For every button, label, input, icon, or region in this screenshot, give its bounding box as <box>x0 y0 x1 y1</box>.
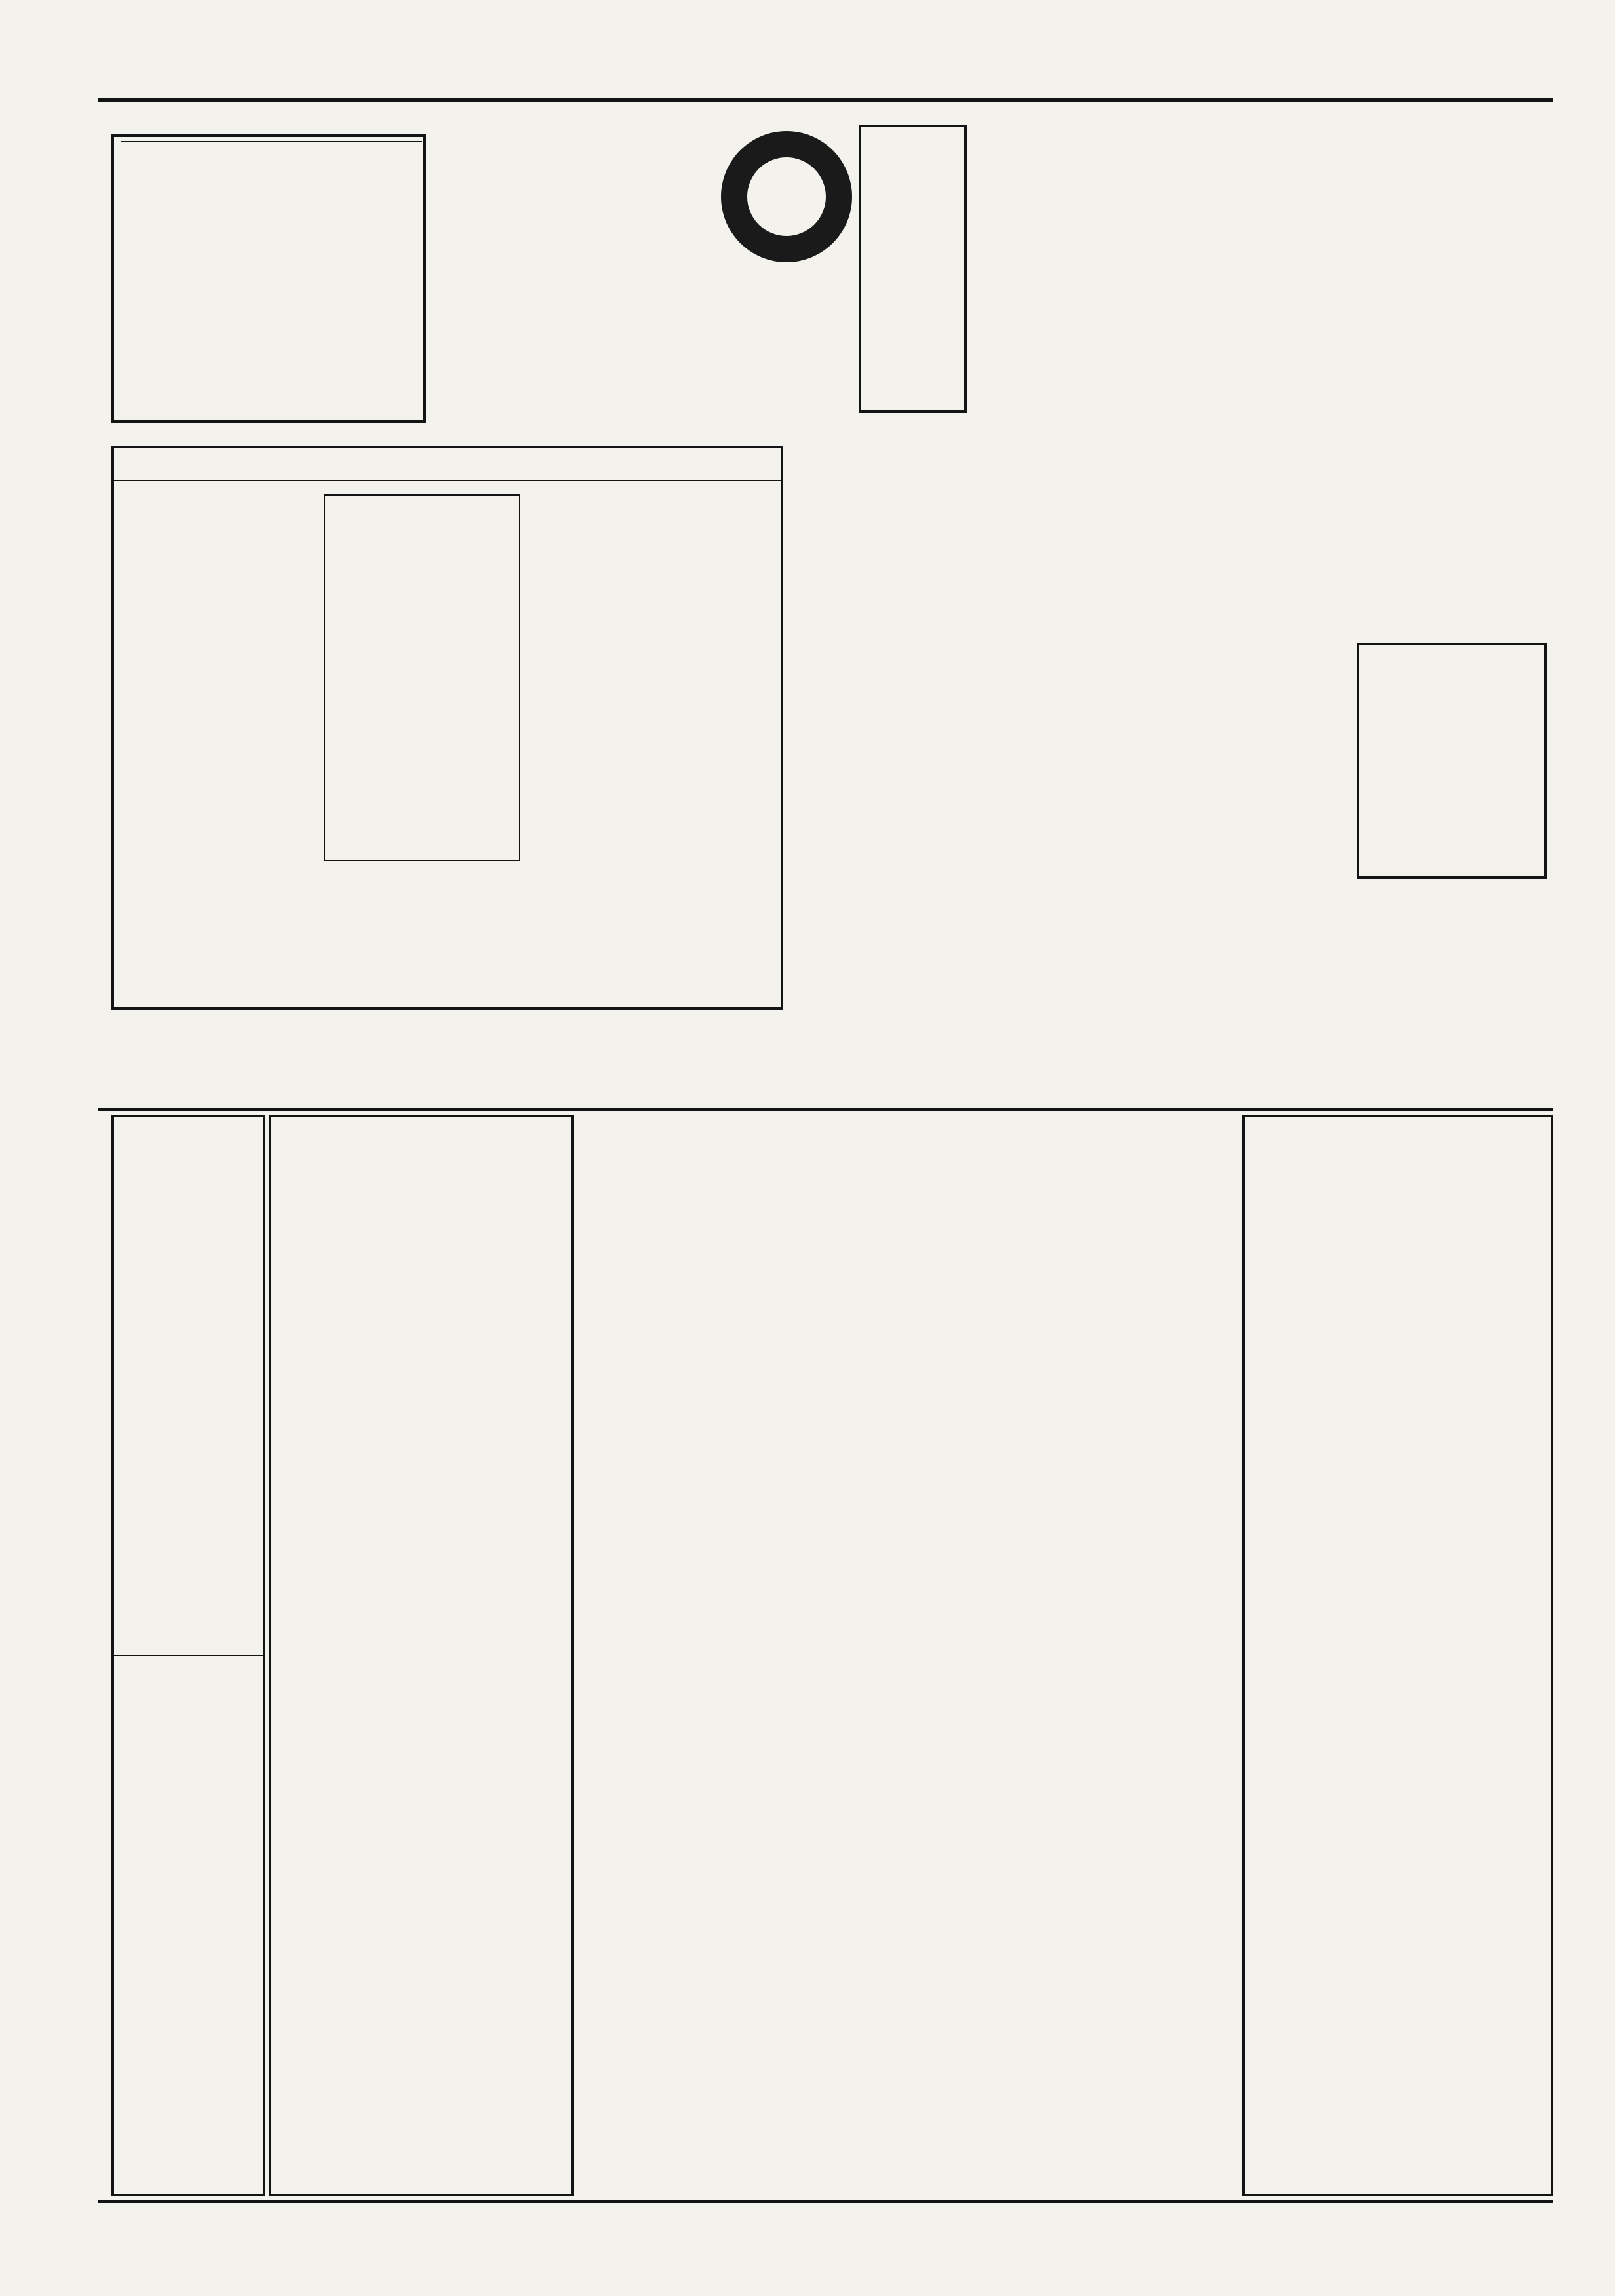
ad-bank <box>950 446 1042 1010</box>
ad-china-japan <box>269 1115 574 2196</box>
ad-seal-inner <box>747 157 826 236</box>
ad-intl <box>111 1115 265 2196</box>
ad-exam <box>859 1115 1026 2196</box>
ad-driver <box>973 111 1118 420</box>
ad-clock <box>708 1115 770 2196</box>
ad-seal-text-box <box>721 269 852 400</box>
header-rule <box>98 98 1553 102</box>
header-line <box>98 66 1547 92</box>
bottom-rule <box>98 2200 1553 2203</box>
ad-school <box>642 1115 705 2196</box>
ad-dujinsheng <box>1226 446 1547 675</box>
top-section <box>98 105 1553 1105</box>
ad-doctor <box>1154 1115 1239 2196</box>
ad-silk <box>1242 1115 1553 2196</box>
ad-language-school <box>439 111 505 420</box>
ad-boxer <box>1088 1115 1150 2196</box>
ad-seal <box>721 131 852 262</box>
ad-wine <box>1049 446 1219 1010</box>
ad-coupon <box>505 111 714 420</box>
weekly-contents-header <box>114 448 781 481</box>
ad-weekly <box>787 446 885 1010</box>
ad-railway <box>1029 1115 1085 2196</box>
ad-museum <box>773 1115 855 2196</box>
ad-wenyi-issue <box>121 141 422 142</box>
middle-rule <box>98 1108 1553 1111</box>
weekly-contents <box>111 446 783 1010</box>
ad-land <box>859 125 967 413</box>
registered-box <box>1357 643 1547 879</box>
ad-intl-issue <box>114 1655 263 1656</box>
ad-archive <box>577 1115 639 2196</box>
ad-wenyi <box>111 134 426 423</box>
ad-driver-body <box>976 138 1015 400</box>
kexue-box <box>324 494 520 861</box>
ad-accounting <box>1121 111 1245 420</box>
